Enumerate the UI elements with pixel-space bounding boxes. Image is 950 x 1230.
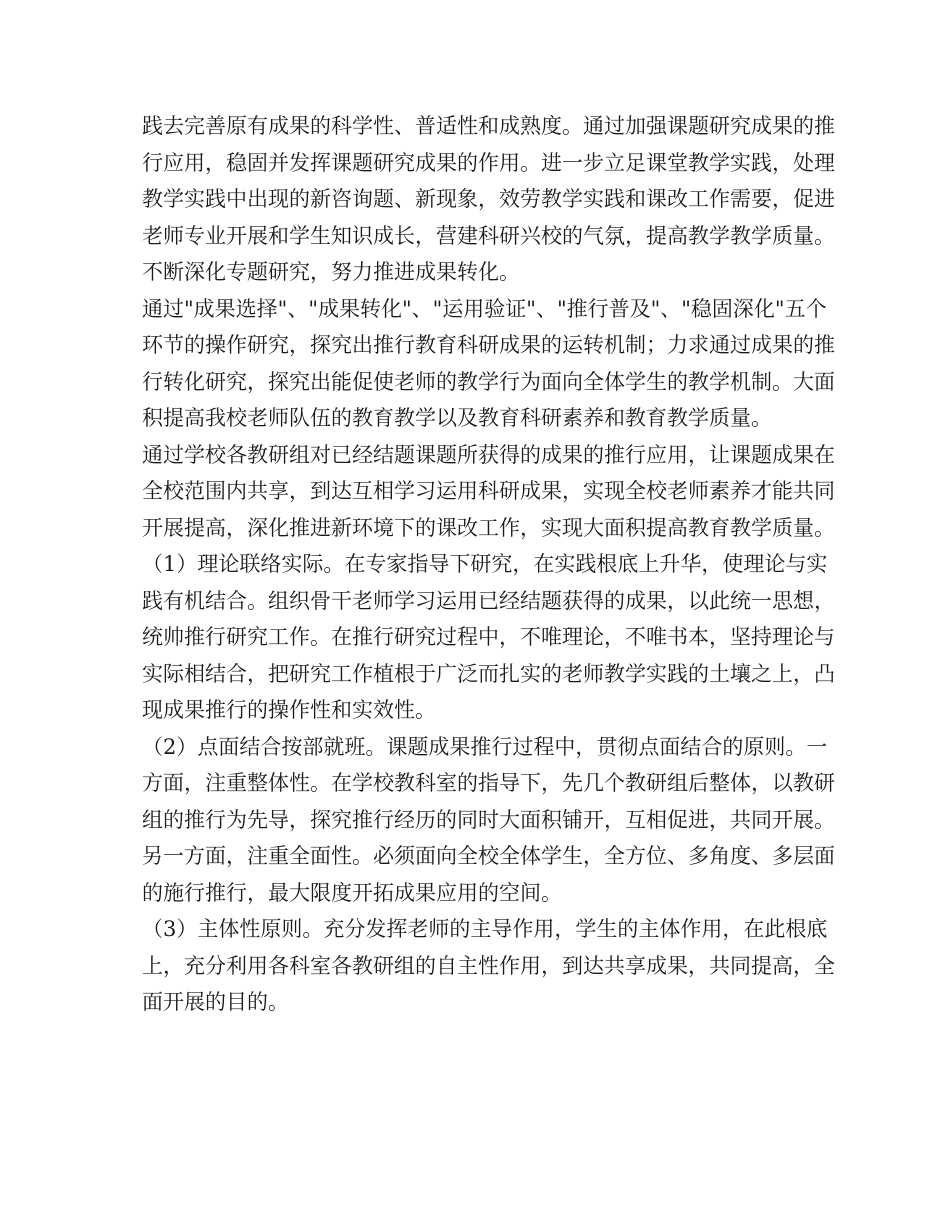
paragraph-6: （3）主体性原则。充分发挥老师的主导作用，学生的主体作用，在此根底上，充分利用各科室各教研组的自主性作用，到达共享成果，共同提高，全面开展的目的。 <box>142 917 835 1014</box>
paragraph-4: （1）理论联络实际。在专家指导下研究，在实践根底上升华，使理论与实践有机结合。组织骨干老师学习运用已经结题获得的成果，以此统一思想，统帅推行研究工作。在推行研究过程中，不唯理论，不唯书本，坚持理论与实际相结合，把研究工作植根于广泛而扎实的老师教学实践的土壤之上，凸现成果推行的操作性和实效性。 <box>142 552 835 722</box>
paragraph-2: 通过"成果选择"、"成果转化"、"运用验证"、"推行普及"、"稳固深化"五个环节的操作研究，探究出推行教育科研成果的运转机制；力求通过成果的推行转化研究，探究出能促使老师的教学行为面向全体学生的教学机制。大面积提高我校老师队伍的教育教学以及教育科研素养和教育教学质量。 <box>142 296 835 430</box>
paragraph-1: 践去完善原有成果的科学性、普适性和成熟度。通过加强课题研究成果的推行应用，稳固并发挥课题研究成果的作用。进一步立足课堂教学实践，处理教学实践中出现的新咨询题、新现象，效劳教学实践和课改工作需要，促进老师专业开展和学生知识成长，营建科研兴校的气氛，提高教学教学质量。不断深化专题研究，努力推进成果转化。 <box>142 114 835 284</box>
paragraph-3: 通过学校各教研组对已经结题课题所获得的成果的推行应用，让课题成果在全校范围内共享，到达互相学习运用科研成果，实现全校老师素养才能共同开展提高，深化推进新环境下的课改工作，实现大面积提高教育教学质量。 <box>142 442 835 540</box>
document-body <box>142 108 842 1021</box>
paragraph-5: （2）点面结合按部就班。课题成果推行过程中，贯彻点面结合的原则。一方面，注重整体性。在学校教科室的指导下，先几个教研组后整体，以教研组的推行为先导，探究推行经历的同时大面积铺开，互相促进，共同开展。另一方面，注重全面性。必须面向全校全体学生，全方位、多角度、多层面的施行推行，最大限度开拓成果应用的空间。 <box>142 734 835 905</box>
